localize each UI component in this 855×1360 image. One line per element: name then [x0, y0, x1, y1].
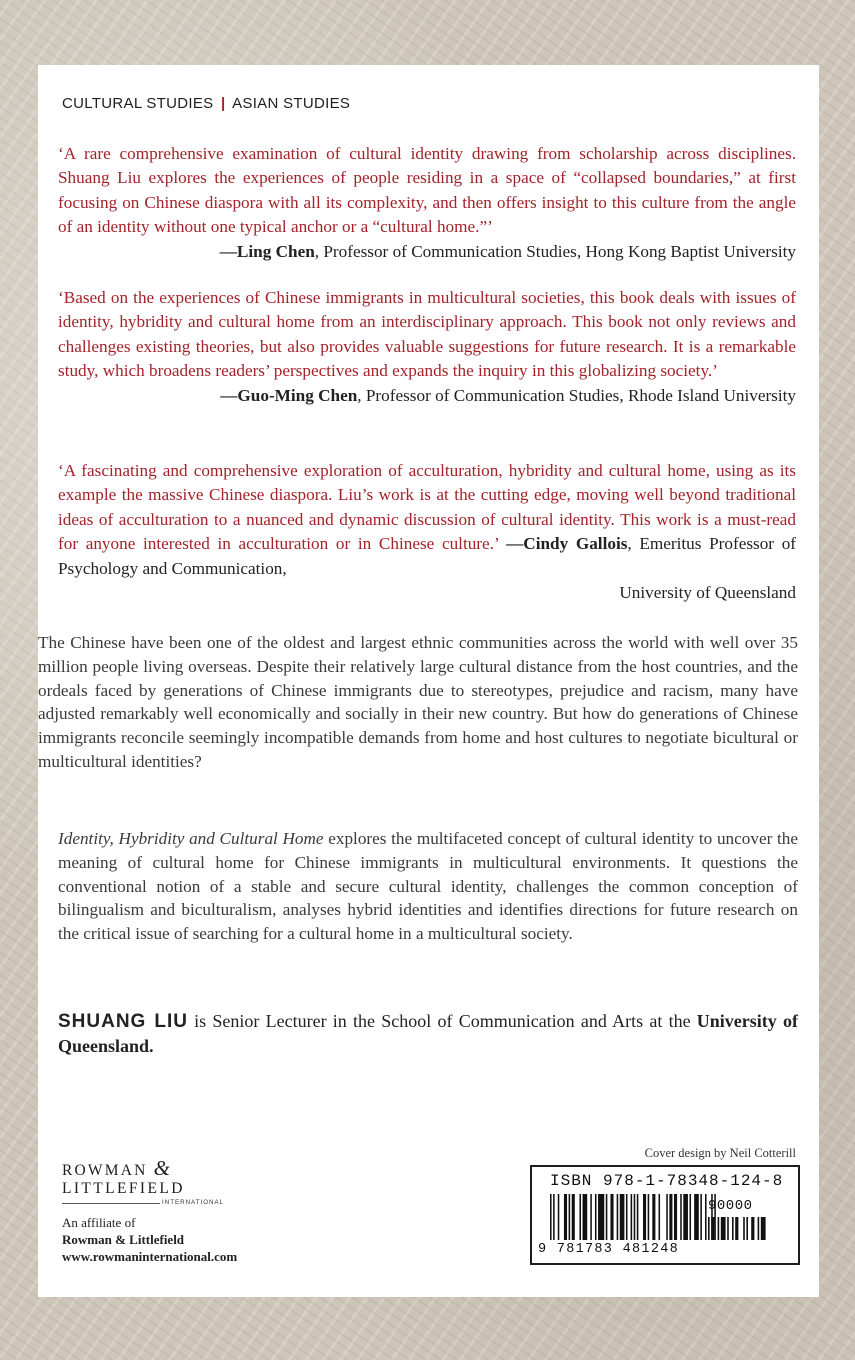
- barcode-bar: [610, 1194, 613, 1240]
- publisher-international: INTERNATIONAL: [162, 1199, 225, 1206]
- blurb-quote: ‘Based on the experiences of Chinese immigrants in multicultural societies, this book deals with issues of identity, hybridity and cultural home from an interdisciplinary approach. This book not only reviews and challenges existing theories, but also provides valuable suggestions for future research. It is a remarkable study, which broadens readers’ perspectives and expands the inquiry in this globalizing society.’: [58, 288, 796, 381]
- barcode-bar: [732, 1217, 734, 1240]
- blurb-affiliation-institution: University of Queensland: [619, 583, 796, 603]
- affiliate-parent: Rowman & Littlefield: [62, 1232, 185, 1247]
- ean13-bars: [550, 1194, 716, 1240]
- author-bio-text: is Senior Lecturer in the School of Communication and Arts at the: [187, 1011, 697, 1031]
- barcode-bar: [634, 1194, 636, 1240]
- isbn-label: ISBN 978-1-78348-124-8: [550, 1172, 784, 1190]
- barcode-bar: [680, 1194, 682, 1240]
- barcode-bar: [583, 1194, 588, 1240]
- cover-design-credit: Cover design by Neil Cotterill: [644, 1146, 796, 1160]
- barcode-bar: [683, 1194, 688, 1240]
- barcode-bar: [700, 1194, 702, 1240]
- barcode-bar: [743, 1217, 745, 1240]
- barcode-bar: [553, 1194, 555, 1240]
- blurb-author: —Ling Chen: [219, 241, 315, 261]
- barcode-bar: [550, 1194, 552, 1240]
- category-label: [62, 95, 350, 112]
- barcode-bar: [579, 1194, 581, 1240]
- barcode-bar: [572, 1194, 575, 1240]
- barcode-bar: [758, 1217, 760, 1240]
- barcode-bar: [598, 1194, 604, 1240]
- barcode-bar: [648, 1194, 650, 1240]
- barcode-bar: [595, 1194, 597, 1240]
- book-title: Identity, Hybridity and Cultural Home: [58, 829, 324, 848]
- barcode-bar: [711, 1217, 714, 1240]
- publisher-logo-rule: [62, 1199, 262, 1209]
- barcode-digits: 9 781783 481248: [538, 1242, 680, 1257]
- blurb-cindy-gallois: [58, 459, 796, 605]
- barcode-bar: [746, 1217, 748, 1240]
- barcode-bar: [666, 1194, 668, 1240]
- blurb-affiliation: , Professor of Communication Studies, Rhode Island University: [357, 385, 796, 405]
- description-paragraph-2: Identity, Hybridity and Cultural Home explores the multifaceted concept of cultural identity to uncover the meaning of cultural home for Chinese immigrants in multicultural environments. It questions the conventional notion of a stable and secure cultural identity, challenges the common conception of bilingualism and biculturalism, analyses hybrid identities and identifies directions for future research on the critical issue of searching for a cultural home in a multicultural society.: [58, 829, 798, 944]
- category-cultural-studies: CULTURAL STUDIES: [62, 95, 214, 112]
- blurb-quote: ‘A fascinating and comprehensive exploration of acculturation, hybridity and cultural home, using as its example the massive Chinese diaspora. Liu’s work is at the cutting edge, moving well beyond traditional ideas of acculturation to a nuanced and dynamic discussion of cultural identity. This work is a must-read for anyone interested in acculturation or in Chinese culture.’ —Cindy Gallois, Emeritus Professor of Psychology and Communication,: [58, 461, 797, 578]
- publisher-affiliate: [62, 1214, 262, 1265]
- publisher-logo-line2: LITTLEFIELD: [62, 1180, 185, 1197]
- blurb-author: —Guo-Ming Chen: [220, 385, 358, 405]
- blurb-quote: ‘A rare comprehensive examination of cultural identity drawing from scholarship across disciplines. Shuang Liu explores the experiences of people residing in a space of “collapsed boundaries,” at first focusing on Chinese diaspora with all its complexity, and then offers insight to this culture from the angle of an identity without one typical anchor or a “cultural home.”’: [58, 144, 796, 237]
- author-name: SHUANG LIU: [58, 1011, 188, 1032]
- barcode-bar: [620, 1194, 625, 1240]
- description-paragraph-1: The Chinese have been one of the oldest and largest ethnic communities across the world with well over 35 million people living overseas. Despite their relatively large cultural distance from the host countries, and the ordeals faced by generations of Chinese immigrants due to stereotypes, prejudice and racism, many have adjusted remarkably well economically and socially in their new country. But how do generations of Chinese immigrants reconcile seemingly incompatible demands from home and host cultures to negotiate bicultural or multicultural identities?: [38, 633, 798, 771]
- publisher-block: [62, 1156, 262, 1265]
- barcode-bar: [558, 1194, 560, 1240]
- barcode-bar: [659, 1194, 661, 1240]
- barcode-bar: [617, 1194, 619, 1240]
- affiliate-of-label: An affiliate of: [62, 1215, 136, 1230]
- barcode-bar: [721, 1217, 726, 1240]
- barcode-bar: [626, 1194, 628, 1240]
- price-addon-bars: [708, 1217, 766, 1240]
- barcode-bar: [564, 1194, 567, 1240]
- barcode-bar: [727, 1217, 729, 1240]
- barcode-bar: [708, 1217, 710, 1240]
- barcode-bar: [590, 1194, 592, 1240]
- blurb-affiliation: , Emeritus Professor of Psychology and Communication,: [58, 534, 797, 578]
- barcode-bar: [606, 1194, 608, 1240]
- barcode-bar: [690, 1194, 692, 1240]
- barcode-bar: [669, 1194, 672, 1240]
- publisher-url: www.rowmaninternational.com: [62, 1249, 238, 1264]
- price-code: 90000: [708, 1198, 753, 1214]
- back-cover-panel: [38, 65, 819, 1297]
- barcode-bar: [643, 1194, 646, 1240]
- blurb-guo-ming-chen: [58, 286, 796, 408]
- barcode-bar: [637, 1194, 639, 1240]
- publisher-logo-line1: ROWMAN &: [62, 1156, 170, 1180]
- blurb-affiliation: , Professor of Communication Studies, Hong Kong Baptist University: [314, 241, 796, 261]
- author-institution: University of Queensland.: [58, 1011, 799, 1056]
- barcode-bar: [718, 1217, 720, 1240]
- barcode-bar: [569, 1194, 571, 1240]
- publisher-ampersand: &: [153, 1156, 170, 1180]
- blurb-attribution: [58, 384, 796, 408]
- barcode-bar: [705, 1194, 707, 1240]
- barcode-bar: [735, 1217, 738, 1240]
- blurb-attribution: [58, 240, 796, 264]
- barcode: [530, 1165, 800, 1265]
- barcode-bar: [694, 1194, 699, 1240]
- barcode-bar: [751, 1217, 754, 1240]
- author-bio: [58, 1009, 798, 1059]
- blurb-ling-chen: [58, 142, 796, 264]
- barcode-bar: [674, 1194, 677, 1240]
- barcode-bar: [631, 1194, 633, 1240]
- barcode-bar: [652, 1194, 655, 1240]
- category-asian-studies: ASIAN STUDIES: [232, 95, 351, 112]
- blurb-author: —Cindy Gallois: [506, 534, 628, 554]
- barcode-bar: [761, 1217, 766, 1240]
- category-separator: |: [220, 95, 226, 112]
